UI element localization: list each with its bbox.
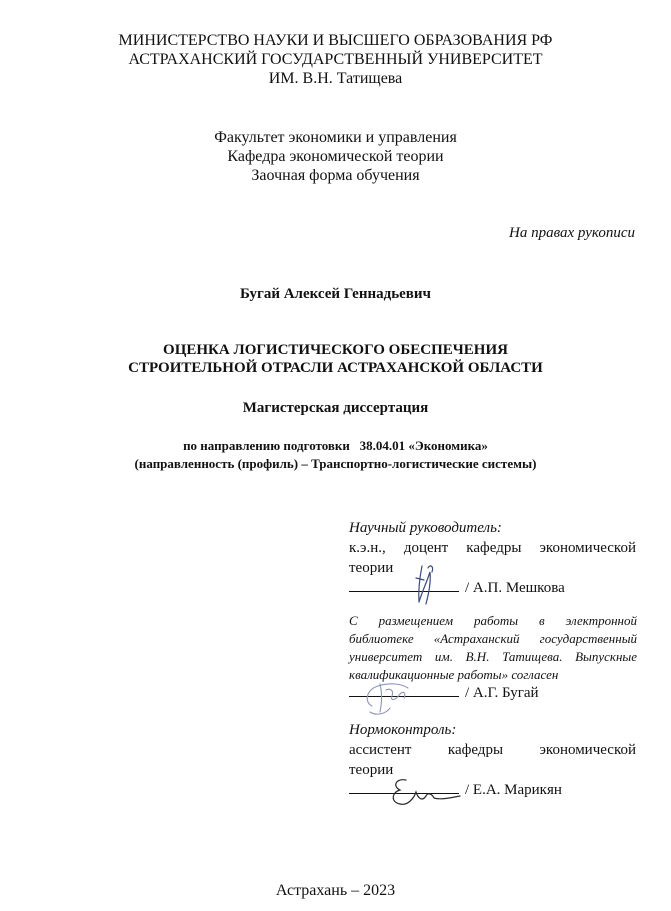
work-type: Магистерская диссертация <box>242 400 429 416</box>
supervisor-signature-row <box>349 577 565 597</box>
supervisor-name: / А.П. Мешкова <box>465 580 565 596</box>
author-name: Бугай Алексей Геннадьевич <box>239 286 432 302</box>
manuscript-note: На правах рукописи <box>509 225 635 241</box>
consent-line1: С размещением работы в электронной <box>349 613 637 628</box>
university-name: АСТРАХАНСКИЙ ГОСУДАРСТВЕННЫЙ УНИВЕРСИТЕТ <box>128 51 543 68</box>
norm-control-position-line1: ассистент кафедры экономической <box>349 742 636 758</box>
supervisor-position-line1: к.э.н., доцент кафедры экономической <box>349 540 636 556</box>
chair-name: Кафедра экономической теории <box>227 148 444 165</box>
student-name: / А.Г. Бугай <box>465 685 539 701</box>
norm-control-heading: Нормоконтроль: <box>349 722 457 738</box>
norm-control-signature <box>384 772 464 812</box>
city-year: Астрахань – 2023 <box>275 882 396 899</box>
university-named-after: ИМ. В.Н. Татищева <box>268 70 403 87</box>
consent-line3: университет им. В.Н. Татищева. Выпускные <box>349 649 637 664</box>
norm-control-position-line2: теории <box>349 762 394 778</box>
norm-control-name: / Е.А. Марикян <box>465 782 562 798</box>
thesis-title-line1: ОЦЕНКА ЛОГИСТИЧЕСКОГО ОБЕСПЕЧЕНИЯ <box>163 342 508 358</box>
ministry-name: МИНИСТЕРСТВО НАУКИ И ВЫСШЕГО ОБРАЗОВАНИЯ РФ <box>118 32 553 49</box>
direction-line1: по направлению подготовки 38.04.01 «Экономика» <box>183 438 488 453</box>
direction-line2: (направленность (профиль) – Транспортно-логистические системы) <box>134 456 537 471</box>
supervisor-signature <box>404 558 444 608</box>
thesis-title-line2: СТРОИТЕЛЬНОЙ ОТРАСЛИ АСТРАХАНСКОЙ ОБЛАСТИ <box>128 360 543 376</box>
supervisor-heading: Научный руководитель: <box>349 520 502 536</box>
consent-line4: квалификационные работы» согласен <box>349 667 559 682</box>
study-form: Заочная форма обучения <box>251 167 420 184</box>
faculty-name: Факультет экономики и управления <box>214 129 457 146</box>
student-signature <box>360 672 420 720</box>
supervisor-position-line2: теории <box>349 560 394 576</box>
consent-line2: библиотеке «Астраханский государственный <box>349 631 637 646</box>
